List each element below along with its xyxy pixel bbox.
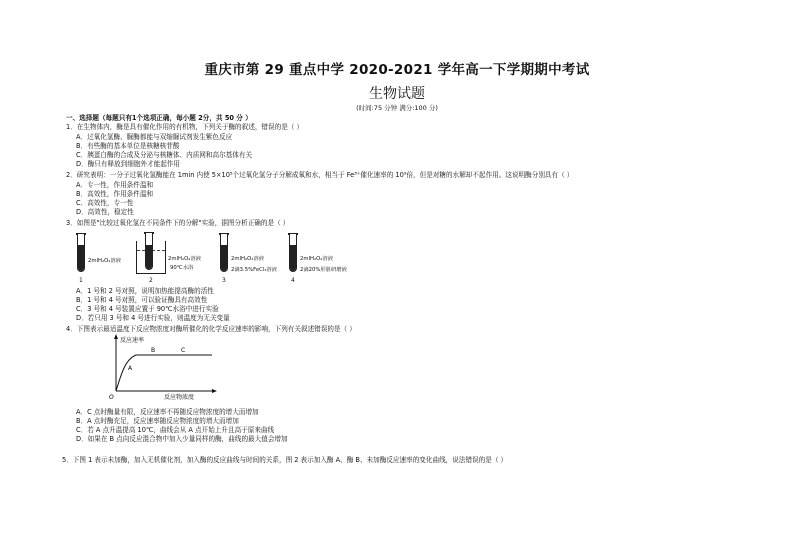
graph-x-arrow	[212, 389, 217, 393]
graph-y-arrow	[114, 334, 118, 339]
q4-option-d: D．如果在 B 点向反应混合物中加入少量同样的酶，曲线的最大值会增加	[76, 435, 288, 443]
q4-option-b: B．A 点时酶充足，反应速率随反应物浓度的增大而增加	[76, 417, 239, 425]
graph-y-label: 反应速率	[120, 337, 145, 344]
tube-1-number: 1	[79, 277, 83, 284]
q4-option-a: A．C 点时酶量有限，反应速率不再随反应物浓度的增大而增加	[76, 408, 259, 416]
q1-option-b: B．有些酶的基本单位是核糖核苷酸	[76, 142, 180, 150]
tube-2	[145, 233, 153, 270]
tube-1-label: 2mlH₂O₂溶液	[88, 258, 121, 264]
tube-3	[220, 234, 228, 272]
time-info: (时间:75 分钟 满分:100 分)	[356, 104, 438, 112]
q1-option-a: A．过氧化氢酶、脲酶都能与双缩脲试剂发生紫色反应	[76, 133, 233, 141]
tube-4-number: 4	[291, 277, 295, 284]
q1-option-c: C．胰蛋白酶的合成及分泌与核糖体、内质网和高尔基体有关	[76, 151, 253, 159]
graph-point-b: B	[151, 347, 156, 354]
q5-stem: 5．下图 1 表示未加酶，加入无机催化剂，加入酶的反应曲线与时间的关系，图 2 表示加入酶 A、酶 B、未加酶反应速率的变化曲线，说法错误的是（ ）	[62, 456, 508, 464]
q3-option-c: C．3 号和 4 号装置应置于 90℃水浴中进行实验	[76, 305, 219, 313]
graph-x-label: 反应物浓度	[164, 394, 195, 401]
q2-option-c: C．高效性，专一性	[76, 199, 134, 207]
tube-3-number: 3	[222, 277, 226, 284]
tube-2-number: 2	[149, 277, 153, 284]
q4-stem: 4．下图表示最适温度下反应物浓度对酶所催化的化学反应速率的影响，下列有关叙述错误的是（ ）	[66, 325, 356, 333]
q4-rate-graph	[108, 333, 220, 401]
q1-stem: 1．在生物体内，酶是具有催化作用的有机物，下列关于酶的叙述，错误的是（ ）	[66, 123, 304, 131]
q3-option-a: A．1 号和 2 号对照，说明加热能提高酶的活性	[76, 287, 214, 295]
q2-option-d: D．高效性，稳定性	[76, 208, 134, 216]
tube-2-label-b: 90℃水浴	[170, 265, 194, 271]
q2-option-b: B．高效性，作用条件温和	[76, 190, 154, 198]
graph-point-c: C	[181, 347, 186, 354]
q4-option-c: C．若 A 点升温提高 10℃，曲线会从 A 点开始上升且高于原来曲线	[76, 426, 275, 434]
subject-title: 生物试题	[369, 86, 425, 102]
tube-3-label-b: 2滴3.5%FeCl₃溶液	[231, 267, 278, 273]
tube-1	[77, 234, 85, 272]
q2-option-a: A．专一性，作用条件温和	[76, 181, 154, 189]
exam-title: 重庆市第 29 重点中学 2020-2021 学年高一下学期期中考试	[204, 62, 590, 78]
graph-point-a: A	[128, 365, 133, 372]
tube-4-label-a: 2mlH₂O₂溶液	[300, 256, 333, 262]
q2-stem: 2．研究表明：一分子过氧化氢酶能在 1min 内使 5×10⁵个过氧化氢分子分解成氧和水，相当于 Fe³⁺催化速率的 10⁹倍，但是对糖的水解却不起作用。这说明酶分别具有（ ）	[66, 171, 574, 179]
q3-stem: 3．如图是"比较过氧化氢在不同条件下的分解"实验，据图分析正确的是（ ）	[66, 219, 290, 227]
graph-curve	[116, 355, 212, 391]
q3-option-b: B．1 号和 4 号对照，可以验证酶具有高效性	[76, 296, 208, 304]
tube-4	[289, 234, 297, 272]
tube-2-label-a: 2mlH₂O₂溶液	[168, 256, 201, 262]
tube-4-label-b: 2滴20%肝脏研磨液	[300, 267, 347, 273]
q3-option-d: D．若只用 3 号和 4 号进行实验，则温度为无关变量	[76, 314, 230, 322]
section-heading: 一、选择题（每题只有1个选项正确，每小题 2分，共 50 分 ）	[66, 114, 252, 122]
graph-origin: O	[109, 394, 114, 401]
q1-option-d: D．酶只有释放到细胞外才能起作用	[76, 160, 180, 168]
tube-3-label-a: 2mlH₂O₂溶液	[231, 256, 264, 262]
